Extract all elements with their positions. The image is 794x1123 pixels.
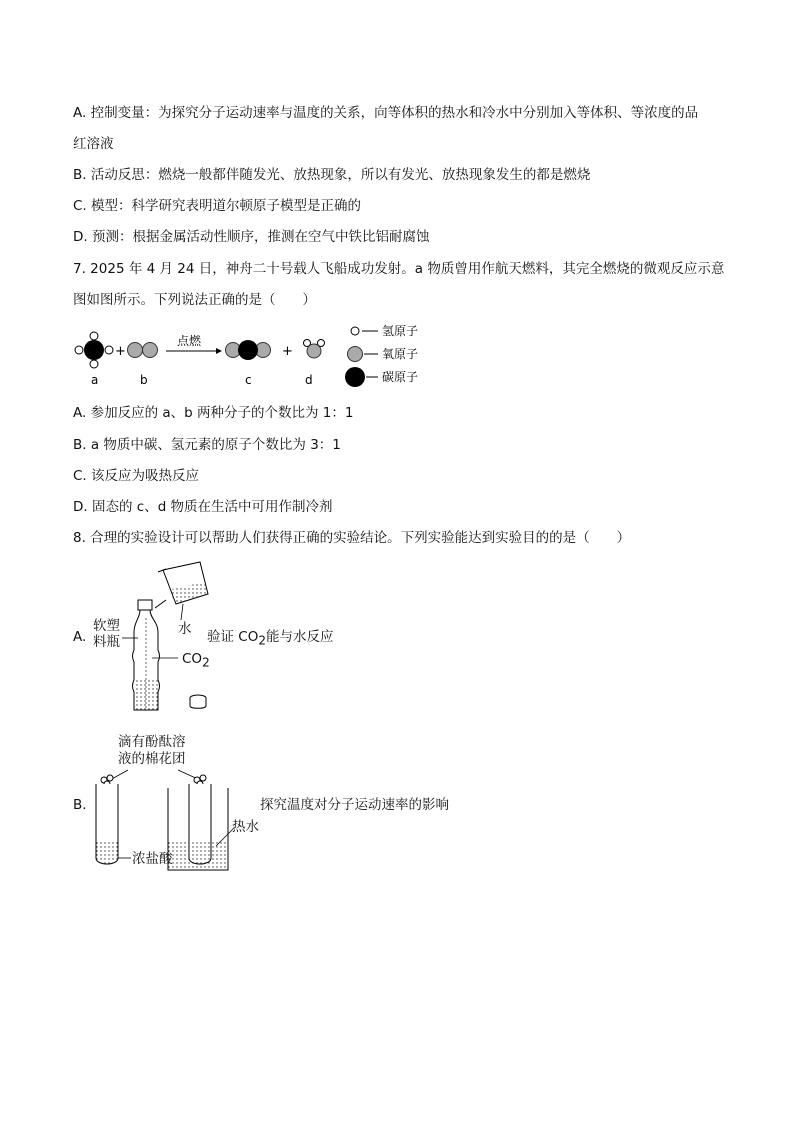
legend	[345, 324, 418, 387]
legend-oxygen: 氧原子	[382, 347, 419, 361]
molecule-a	[75, 332, 113, 368]
bottle-label-line2: 料瓶	[93, 634, 120, 650]
q6-option-a-line2: 红溶液	[73, 136, 114, 152]
q7-option-a: A. 参加反应的 a、b 两种分子的个数比为 1：1	[73, 405, 354, 421]
plus-sign-2: +	[282, 344, 293, 359]
q7-option-c: C. 该反应为吸热反应	[73, 468, 200, 484]
q6-option-b: B. 活动反思：燃烧一般都伴随发光、放热现象，所以有发光、放热现象发生的都是燃烧	[73, 167, 591, 183]
plus-sign-1: +	[115, 344, 126, 359]
acid-label: 浓盐酸	[132, 851, 173, 867]
q8-option-b-text: 探究温度对分子运动速率的影响	[260, 797, 449, 813]
legend-carbon: 碳原子	[382, 370, 419, 384]
q6-option-a-line1: A. 控制变量：为探究分子运动速率与温度的关系，向等体积的热水和冷水中分别加入等体积、等浓度的品	[73, 105, 699, 121]
water-label: 水	[178, 621, 192, 637]
reaction-condition: 点燃	[177, 334, 202, 348]
molecule-c	[226, 340, 271, 360]
test-tube-right	[189, 775, 211, 864]
label-d: d	[305, 373, 313, 387]
q6-option-d: D. 预测：根据金属活动性顺序，推测在空气中铁比铝耐腐蚀	[73, 229, 430, 245]
label-c: c	[245, 373, 252, 387]
molecule-b	[128, 343, 158, 358]
cotton-label-line2: 液的棉花团	[118, 751, 186, 767]
legend-hydrogen: 氢原子	[382, 324, 419, 338]
molecule-d	[304, 340, 325, 359]
q6-option-c: C. 模型：科学研究表明道尔顿原子模型是正确的	[73, 198, 362, 214]
bottle-label-line1: 软塑	[93, 618, 120, 634]
q7-option-b: B. a 物质中碳、氢元素的原子个数比为 3：1	[73, 437, 341, 453]
co2-label: $CO_2$	[182, 651, 210, 670]
q8-option-a-text: 验证 $CO_2$能与水反应	[207, 629, 334, 648]
q8-option-a-letter: A.	[73, 629, 87, 645]
q7-option-d: D. 固态的 c、d 物质在生活中可用作制冷剂	[73, 499, 333, 515]
q8-option-b-letter: B.	[73, 797, 87, 813]
cotton-label-line1: 滴有酚酞溶	[118, 734, 186, 750]
label-a: a	[91, 373, 99, 387]
pouring-beaker	[158, 562, 208, 604]
soft-plastic-bottle	[133, 600, 160, 710]
q7-stem-line2: 图如图所示。下列说法正确的是（ ）	[73, 292, 316, 308]
label-b: b	[140, 373, 148, 387]
hot-water-label: 热水	[232, 819, 259, 835]
q7-stem-line1: 7. 2025 年 4 月 24 日，神舟二十号载人飞船成功发射。a 物质曾用作航天燃料，其完全燃烧的微观反应示意	[73, 261, 725, 277]
bottle-cap	[190, 695, 206, 708]
test-tube-left	[96, 775, 118, 864]
reaction-diagram	[70, 322, 440, 392]
q8-stem: 8. 合理的实验设计可以帮助人们获得正确的实验结论。下列实验能达到实验目的的是（ ）	[73, 530, 631, 546]
